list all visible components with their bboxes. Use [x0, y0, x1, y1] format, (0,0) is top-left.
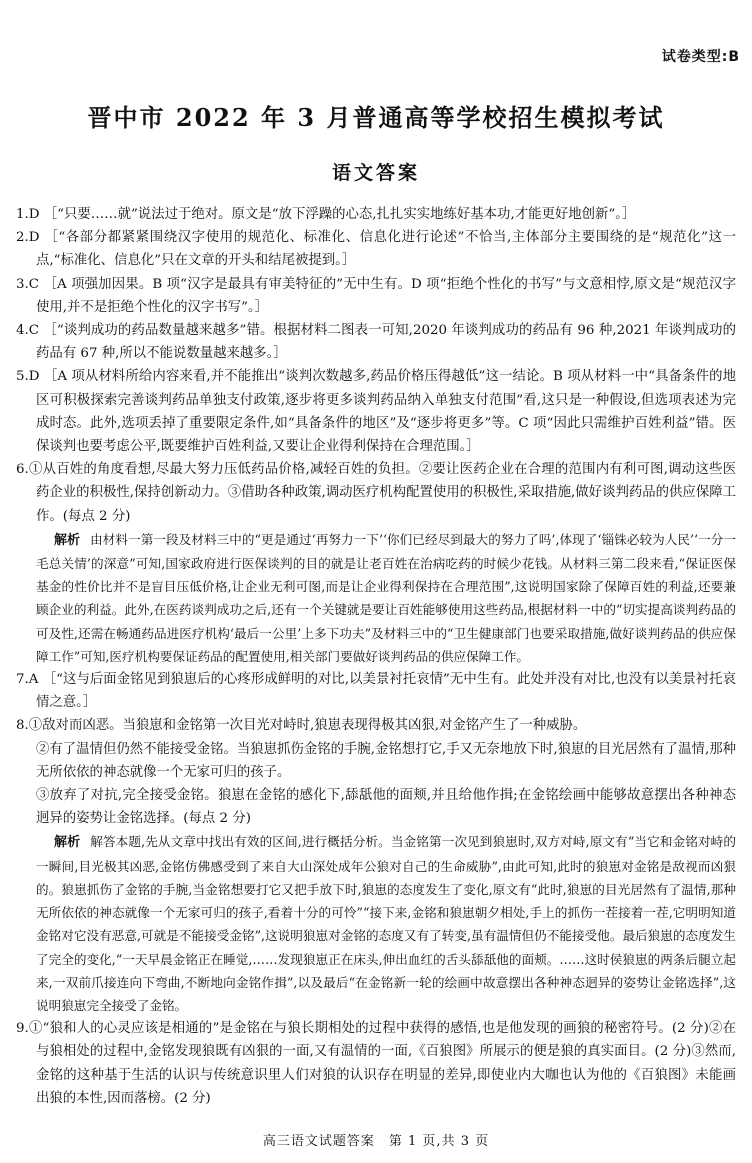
analysis-8-text: 解答本题,先从文章中找出有效的区间,进行概括分析。当金铭第一次见到狼崽时,双方对峙,原文有“当它和金铭对峙的一瞬间,目光极其凶恶,金铭仿佛感受到了来自大山深处成年公狼对自己的生命威胁”,由此可知,此时的狼崽对金铭是敌视而凶狠的。狼崽抓伤了金铭的手腕,当金铭想要打它又把手放下时,狼崽的态度发生了变化,原文有“此时,狼崽的目光居然有了温情,那种无所依依的神态就像一个无家可归的孩子,看着十分的可怜”“接下来,金铭和狼崽朝夕相处,手上的抓伤一茬接着一茬,它明明知道金铭对它没有恶意,可就是不能接受金铭”,这说明狼崽对金铭的态度又有了转变,虽有温情但仍不能接受他。最后狼崽的态度发生了完全的变化,“一天早晨金铭正在睡觉,……发现狼崽正在床头,伸出血红的舌头舔舐他的面颊。……这时侯狼崽的两条后腿立起来,一双前爪接连向下弯曲,不断地向金铭作揖”,以及最后“在金铭新一轮的绘画中故意摆出各种神态迥异的姿势让金铭选择”,这说明狼崽完全接受了金铭。 [36, 834, 736, 1013]
analysis-6-text: 由材料一第一段及材料三中的“更是通过‘再努力一下’‘你们已经尽到最大的努力了吗’,体现了‘锱铢必较为人民’‘一分一毛总关情’的深意”可知,国家政府进行医保谈判的目的就是让老百姓在治病吃药的时候少花钱。从材料三第二段来看,“保证医保基金的性价比并不是盲目压低价格,让企业无利可图,而是让企业得利保持在合理范围”,这说明国家除了保障百姓的利益,还要兼顾企业的利益。此外,在医药谈判成功之后,还有一个关键就是要让百姓能够使用这些药品,根据材料一中的“切实提高谈判药品的可及性,还需在畅通药品进医疗机构‘最后一公里’上多下功夫”及材料三中的“卫生健康部门也要采取措施,做好谈判药品的供应保障工作”可知,医疗机构要保证药品的配置使用,相关部门要做好谈判药品的供应保障工作。 [36, 531, 736, 664]
answer-key-subtitle: 语文答案 [331, 162, 420, 184]
answer-8-point-3: ③放弃了对抗,完全接受金铭。狼崽在金铭的感化下,舔舐他的面颊,并且给他作揖;在金铭绘画中能够故意摆出各种神态迥异的姿势让金铭选择。(每点 2 分) [36, 788, 736, 827]
answer-2: 2.D ［“各部分都紧紧围绕汉字使用的规范化、标准化、信息化进行论述”不恰当,主体部分主要围绕的是“规范化”这一点,“标准化、信息化”只在文章的开头和结尾被提到。］ [16, 230, 736, 269]
answer-list [16, 203, 736, 1110]
answer-6: 6.①从百姓的角度看想,尽最大努力压低药品价格,减轻百姓的负担。②要让医药企业在合理的范围内有利可图,调动这些医药企业的积极性,保持创新动力。③借助各种政策,调动医疗机构配置使用的积极性,采取措施,做好谈判药品的供应保障工作。(每点 2 分) [16, 462, 736, 524]
analysis-label: 解析 [54, 532, 81, 548]
answer-7: 7.A ［“这与后面金铭见到狼崽后的心疼形成鲜明的对比,以美景衬托哀情”无中生有。此处并没有对比,也没有以美景衬托哀情之意。］ [16, 672, 736, 711]
analysis-8 [16, 830, 736, 1017]
answer-8: 8.①敌对而凶恶。当狼崽和金铭第一次目光对峙时,狼崽表现得极其凶狠,对金铭产生了一种威胁。 [16, 718, 587, 734]
answer-4: 4.C ［“谈判成功的药品数量越来越多”错。根据材料二图表一可知,2020 年谈判成功的药品有 96 种,2021 年谈判成功的药品有 67 种,所以不能说数量越来越多。］ [16, 323, 736, 362]
page-footer: 高三语文试题答案 第 1 页,共 3 页 [262, 1134, 490, 1149]
paper-type-label: 试卷类型:B [661, 49, 740, 65]
answer-3: 3.C ［A 项强加因果。B 项“汉字是最具有审美特征的”无中生有。D 项“拒绝个性化的书写”与文意相悖,原文是“规范汉字使用,并不是拒绝个性化的汉字书写”。］ [16, 276, 736, 315]
answer-9: 9.①“狼和人的心灵应该是相通的”是金铭在与狼长期相处的过程中获得的感悟,也是他发现的画狼的秘密符号。(2 分)②在与狼相处的过程中,金铭发现狼既有凶狠的一面,又有温情的一面,《百狼图》所展示的便是狼的真实面目。(2 分)③然而,金铭的这种基于生活的认识与传统意识里人们对狼的认识存在明显的差异,即使业内大咖也认为他的《百狼图》未能画出狼的本性,因而落榜。(2 分) [16, 1021, 736, 1106]
answer-5: 5.D ［A 项从材料所给内容来看,并不能推出“谈判次数越多,药品价格压得越低”这一结论。B 项从材料一中“具备条件的地区可积极探索完善谈判药品单独支付政策,逐步将更多谈判药品纳入单独支付范围”看,这只是一种假设,但选项表述为完成时态。此外,选项丢掉了重要限定条件,如“具备条件的地区”及“逐步将更多”等。C 项“因此只需维护百姓利益”错。医保谈判也要考虑公平,既要维护百姓利益,又要让企业得利保持在合理范围。］ [16, 369, 736, 455]
analysis-label: 解析 [54, 835, 81, 851]
answer-8-point-2: ②有了温情但仍然不能接受金铭。当狼崽抓伤金铭的手腕,金铭想打它,手又无奈地放下时,狼崽的目光居然有了温情,那种无所依依的神态就像一个无家可归的孩子。 [36, 741, 736, 780]
exam-title: 晋中市 2022 年 3 月普通高等学校招生模拟考试 [87, 103, 665, 132]
analysis-6 [16, 528, 736, 668]
answer-1: 1.D ［“只要……就”说法过于绝对。原文是“放下浮躁的心态,扎扎实实地练好基本功,才能更好地创新”。］ [16, 207, 636, 222]
